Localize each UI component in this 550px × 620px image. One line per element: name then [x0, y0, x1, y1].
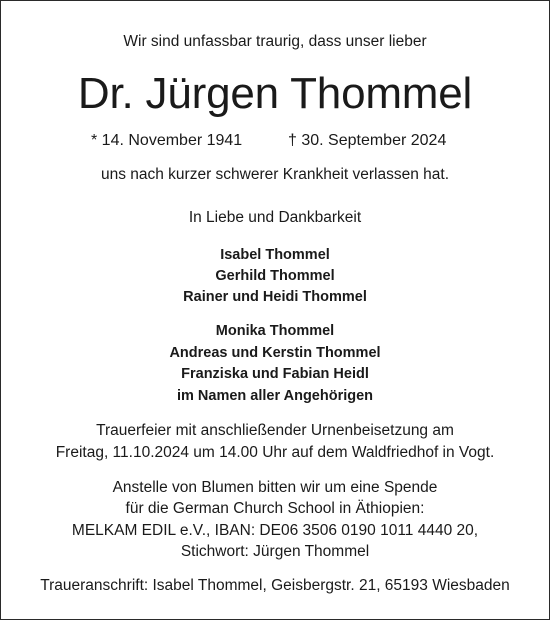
funeral-text: Trauerfeier mit anschließender Urnenbeisetzung am	[96, 422, 454, 439]
passed-text: uns nach kurzer schwerer Krankheit verlassen hat.	[100, 166, 450, 183]
donation-text: Anstelle von Blumen bitten wir um eine Spende	[112, 479, 438, 496]
deceased-name: Dr. Jürgen Thommel	[77, 69, 473, 118]
donation-keyword: Stichwort: Jürgen Thommel	[180, 543, 370, 560]
gratitude-text: In Liebe und Dankbarkeit	[188, 209, 362, 226]
donation-iban: MELKAM EDIL e.V., IBAN: DE06 3506 0190 1011 4440 20,	[71, 522, 479, 539]
family-member: Andreas und Kerstin Thommel	[169, 345, 381, 361]
death-date: † 30. September 2024	[288, 132, 447, 149]
family-member: Franziska und Fabian Heidl	[181, 366, 369, 382]
family-relatives: im Namen aller Angehörigen	[176, 388, 374, 404]
birth-date: * 14. November 1941	[91, 132, 243, 149]
mourning-address: Traueranschrift: Isabel Thommel, Geisbergstr. 21, 65193 Wiesbaden	[40, 577, 510, 594]
family-member: Isabel Thommel	[220, 247, 330, 263]
funeral-text: Freitag, 11.10.2024 um 14.00 Uhr auf dem Waldfriedhof in Vogt.	[55, 444, 495, 461]
family-member: Rainer und Heidi Thommel	[183, 289, 367, 305]
family-member: Monika Thommel	[215, 323, 335, 339]
intro-text: Wir sind unfassbar traurig, dass unser lieber	[123, 33, 427, 50]
donation-text: für die German Church School in Äthiopien:	[125, 500, 425, 517]
family-member: Gerhild Thommel	[215, 268, 335, 284]
